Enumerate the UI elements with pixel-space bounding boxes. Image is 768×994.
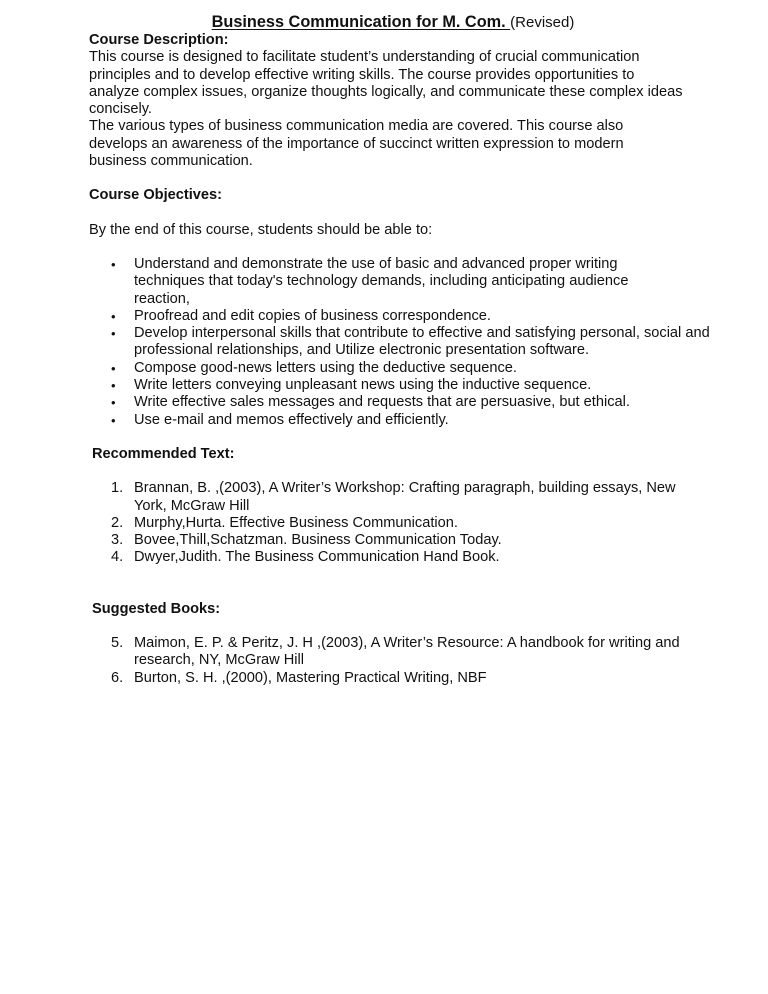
objective-item <box>89 394 694 411</box>
objective-item <box>89 256 674 308</box>
spacer <box>89 239 709 256</box>
reference-number: 1. <box>111 480 124 497</box>
reference-number: 2. <box>111 514 124 531</box>
suggested-books-heading: Suggested Books: <box>92 600 221 617</box>
reference-number: 6. <box>111 669 124 686</box>
course-objectives-heading: Course Objectives: <box>89 187 223 204</box>
objective-text: Use e-mail and memos effectively and efficiently. <box>134 411 449 428</box>
title-main: Business Communication for M. Com. <box>211 13 511 31</box>
objective-text: Understand and demonstrate the use of basic and advanced proper writing techniques that today's technology demands, including anticipating audience reaction, <box>134 255 629 307</box>
reference-item <box>89 635 694 670</box>
objectives-list <box>89 256 709 429</box>
objective-item <box>89 412 694 429</box>
bullet-icon: • <box>111 256 116 272</box>
course-objectives-intro: By the end of this course, students should be able to: <box>89 221 433 238</box>
objective-text: Compose good-news letters using the deductive sequence. <box>134 359 517 376</box>
bullet-icon: • <box>111 412 116 428</box>
objective-text: Write letters conveying unpleasant news using the inductive sequence. <box>134 377 592 394</box>
course-description-paragraph-1: This course is designed to facilitate student’s understanding of crucial communication principles and to develop effective writing skills. The course provides opportunities to analyze complex issues, organize thoughts logically, and communicate these complex ideas concisely. <box>89 49 683 118</box>
objective-text: Proofread and edit copies of business correspondence. <box>134 307 491 324</box>
objective-text: Write effective sales messages and requests that are persuasive, but ethical. <box>134 394 630 411</box>
objective-item <box>89 377 694 394</box>
reference-text: Murphy,Hurta. Effective Business Communication. <box>134 514 458 531</box>
reference-number: 3. <box>111 532 124 549</box>
bullet-icon: • <box>111 395 116 411</box>
objective-item <box>89 325 724 360</box>
document-title <box>83 12 703 33</box>
spacer <box>89 463 709 480</box>
course-description-section <box>89 32 709 170</box>
bullet-icon: • <box>111 360 116 376</box>
spacer <box>89 567 709 601</box>
bullet-icon: • <box>111 378 116 394</box>
suggested-books-list <box>89 635 709 687</box>
reference-text: Bovee,Thill,Schatzman. Business Communication Today. <box>134 532 502 549</box>
recommended-text-heading: Recommended Text: <box>92 445 235 462</box>
recommended-text-section <box>89 446 709 567</box>
course-objectives-section <box>89 187 709 429</box>
objective-item <box>89 308 694 325</box>
reference-number: 5. <box>111 635 124 652</box>
reference-item <box>89 480 689 515</box>
spacer <box>89 170 709 187</box>
bullet-icon: • <box>111 326 116 342</box>
reference-text: Brannan, B. ,(2003), A Writer’s Workshop: Crafting paragraph, building essays, New York, McGraw Hill <box>134 480 676 514</box>
reference-item <box>89 549 694 566</box>
spacer <box>89 429 709 446</box>
reference-text: Dwyer,Judith. The Business Communication Hand Book. <box>134 549 500 566</box>
reference-text: Burton, S. H. ,(2000), Mastering Practical Writing, NBF <box>134 669 487 686</box>
suggested-books-section <box>89 601 709 687</box>
reference-item <box>89 532 694 549</box>
objective-item <box>89 360 694 377</box>
reference-item <box>89 515 694 532</box>
reference-text: Maimon, E. P. & Peritz, J. H ,(2003), A Writer’s Resource: A handbook for writing and research, NY, McGraw Hill <box>134 635 680 669</box>
title-revised-note: (Revised) <box>510 14 575 31</box>
recommended-text-list <box>89 480 709 566</box>
reference-number: 4. <box>111 549 124 566</box>
spacer <box>89 618 709 635</box>
course-description-heading: Course Description: <box>89 32 229 48</box>
bullet-icon: • <box>111 308 116 324</box>
objective-text: Develop interpersonal skills that contribute to effective and satisfying personal, social and professional relationships, and Utilize electronic presentation software. <box>134 325 710 359</box>
spacer <box>89 205 709 222</box>
reference-item <box>89 670 694 687</box>
document-page <box>89 12 709 687</box>
course-description-paragraph-2: The various types of business communication media are covered. This course also develops an awareness of the importance of succinct written expression to modern business communication. <box>89 118 624 170</box>
